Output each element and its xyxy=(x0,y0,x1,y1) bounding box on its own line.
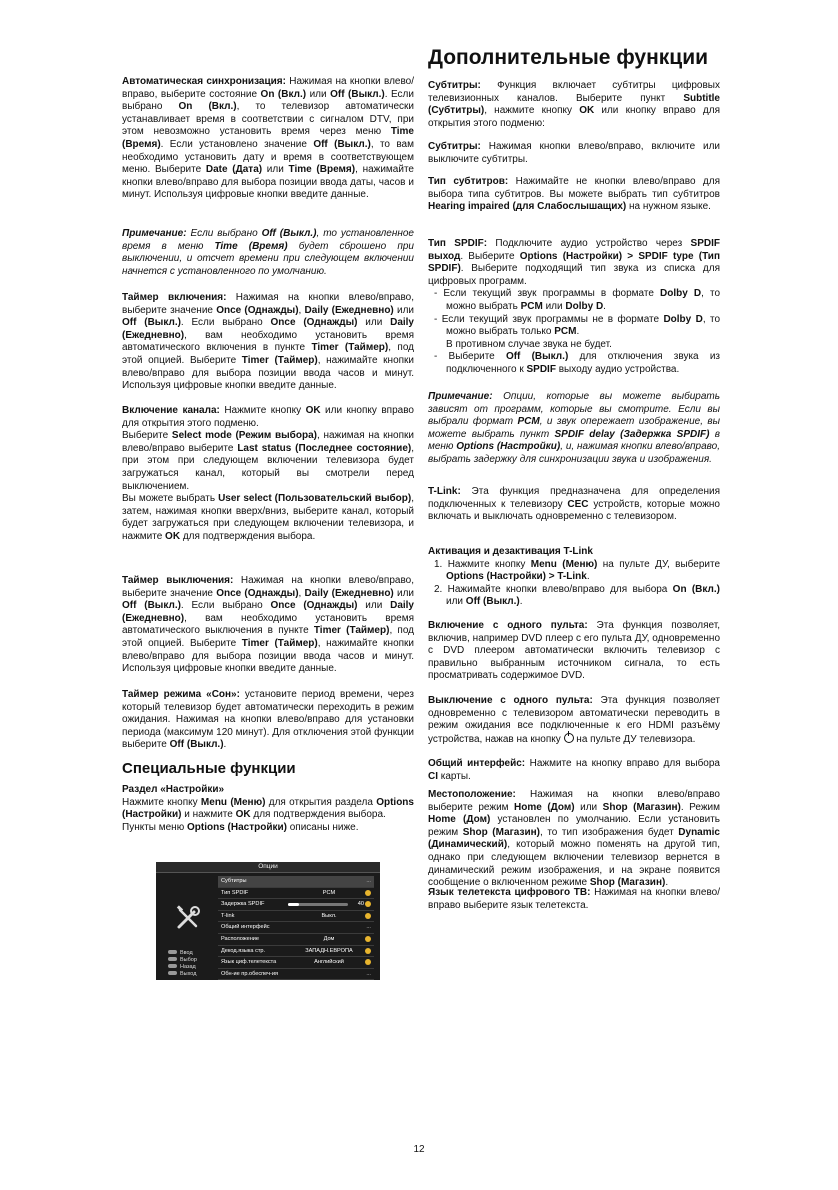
off-timer-paragraph: Таймер выключения: Нажимая на кнопки влево/вправо, выберите значение Once (Однажды), Daily (Ежедневно) или Off (Выкл.). Если выбрано Once (Однажды) или Daily (Ежедневно), вам необходимо установить время автоматического выключения в пункте Timer (Таймер), под этой опцией. Выберите Timer (Таймер), нажимайте кнопки влево/вправо для выбора позиции ввода часов и минут. Используя цифровые кнопки введите данные. xyxy=(122,575,415,675)
one-touch-on-paragraph: Включение с одного пульта: Эта функция позволяет, включив, например DVD плеер с его пульта ДУ, одновременно с DVD плеером автоматически включить телевизор с правильно выбранным источником сигнала, то есть просматривать содержимое DVD. xyxy=(428,620,720,682)
options-menu-item[interactable] xyxy=(218,922,374,934)
one-touch-off-paragraph: Выключение с одного пульта: Эта функция позволяет одновременно с телевизором автоматически переводить в режим ожидания все подключенные к его HDMI разъёму устройства, нажав на кнопку на пульте ДУ телевизора. xyxy=(428,695,720,745)
spdif-delay-slider[interactable] xyxy=(288,903,348,906)
options-menu-item[interactable] xyxy=(218,911,374,923)
teletext-language-paragraph: Язык телетекста цифрового ТВ: Нажимая на кнопки влево/вправо выберите язык телетекста. xyxy=(428,887,720,911)
submenu-dots: ... xyxy=(366,924,371,931)
channel-on-paragraph: Включение канала: Нажмите кнопку OK или кнопку вправо для открытия этого подменю. Выберите Select mode (Режим выбора), нажимая на кнопки влево/вправо выберите Last status (Последнее состояние), при этом при следующем включении телевизора будет загружаться канал, который вы смотрели перед выключением. Вы можете выбрать User select (Пользовательский выбор), затем, нажимая кнопки вверх/вниз, выберите канал, который будет загружаться при следующем включении телевизора, и нажмите OK для подтверждения выбора. xyxy=(122,405,414,542)
legend-exit: Выход xyxy=(168,971,196,978)
options-menu-item-label: Общий интерфейс xyxy=(221,924,270,931)
info-icon xyxy=(365,901,371,907)
options-menu-item-label: Тип SPDIF xyxy=(221,889,249,896)
options-menu-item-value: Английский xyxy=(314,959,344,966)
options-menu-item[interactable] xyxy=(218,934,374,946)
options-menu-item-value: 40 xyxy=(357,901,364,908)
options-menu-item-label: Язык циф.телетекста xyxy=(221,959,277,966)
options-menu-item-label: T-link xyxy=(221,912,235,919)
note-time-reset: Примечание: Если выбрано Off (Выкл.), то установленное время в меню Time (Время) будет сброшено при выключении, и отсчет времени при следующем включении начнется с установленного по умолчанию. xyxy=(122,228,414,277)
tools-icon xyxy=(174,904,202,932)
legend-select: Выбор xyxy=(168,957,197,964)
options-menu-item[interactable] xyxy=(218,957,374,969)
subtitle-type-paragraph: Тип субтитров: Нажимайте не кнопки влево/вправо для выбора типа субтитров. Вы можете выбрать тип субтитров Hearing impaired (для Слабослышащих) на нужном языке. xyxy=(428,176,720,213)
info-icon xyxy=(365,890,371,896)
options-menu-item[interactable] xyxy=(218,888,374,900)
options-menu-item[interactable] xyxy=(218,899,374,911)
tlink-activation: Активация и дезактивация T-Link 1. Нажмите кнопку Menu (Меню) на пульте ДУ, выберите Options (Настройки) > T-Link. 2. Нажимайте кнопки влево/вправо для выбора On (Вкл.) или Off (Выкл.). xyxy=(428,546,720,608)
info-icon xyxy=(365,936,371,942)
options-menu-item[interactable] xyxy=(218,876,374,888)
options-menu-item[interactable] xyxy=(218,969,374,981)
options-menu-sidebar xyxy=(160,876,216,976)
options-menu-item-label: Расположение xyxy=(221,935,260,942)
tlink-activation-heading: Активация и дезактивация T-Link xyxy=(428,546,593,557)
options-menu-item-label: Субтитры xyxy=(221,878,247,884)
options-menu-item-value: Выкл. xyxy=(321,912,337,919)
info-icon xyxy=(365,913,371,919)
options-menu-title: Опции xyxy=(156,862,380,873)
submenu-dots: ... xyxy=(366,970,371,977)
options-menu-item-label: Декод.языка стр. xyxy=(221,947,266,954)
submenu-dots: ... xyxy=(366,878,371,884)
power-icon xyxy=(564,733,574,743)
auto-sync-paragraph: Автоматическая синхронизация: Нажимая на кнопки влево/вправо, выберите состояние On (Вкл.) или Off (Выкл.). Если выбрано On (Вкл.), то телевизор автоматически устанавливает время в соответствии с сигналом DTV, при этом невозможно установить время через меню Time (Время). Если установлено значение Off (Выкл.), то вам необходимо установить дату и время в соответствующем меню. Выберите Date (Дата) или Time (Время), нажимайте кнопки влево/вправо для выбора позиции ввода даты, часов и минут. Используя цифровые кнопки введите данные. xyxy=(122,76,415,201)
options-menu-item-label: Обн-ие пр.обеспеч-ия xyxy=(221,970,279,977)
page-title: Дополнительные функции xyxy=(428,46,709,69)
tlink-paragraph: T-Link: Эта функция предназначена для определения подключенных к телевизору CEC устройств, которые можно включать и выключать одновременно с телевизором. xyxy=(428,486,720,523)
options-menu-list xyxy=(218,876,374,980)
sleep-timer-paragraph: Таймер режима «Сон»: установите период времени, через который телевизор будет автоматически переходить в режим ожидания. Нажимая на кнопки влево/вправо для установки периода (максимум 120 минут). Для отключения этой функции выберите Off (Выкл.). xyxy=(122,689,414,751)
info-icon xyxy=(365,959,371,965)
options-menu-item-label: Задержка SPDIF xyxy=(221,901,265,908)
legend-back: Назад xyxy=(168,964,196,971)
info-icon xyxy=(365,948,371,954)
subtitles-paragraph: Субтитры: Функция включает субтитры цифровых телевизионных каналов. Выберите пункт Subtitle (Субтитры), нажмите кнопку OK или кнопку вправо для открытия этого подменю: xyxy=(428,80,720,129)
note-spdif-delay: Примечание: Опции, которые вы можете выбирать зависят от программ, которые вы смотрите. Если вы выбрали формат PCM, и звук опережает изображение, вы можете выбрать пункт SPDIF delay (Задержка SPDIF) в меню Options (Настройки), и, нажимая кнопки влево/вправо, выбрать задержку для синхронизации звука и изображения. xyxy=(428,391,721,465)
on-timer-paragraph: Таймер включения: Нажимая на кнопки влево/вправо, выберите значение Once (Однажды), Daily (Ежедневно) или Off (Выкл.). Если выбрано Once (Однажды) или Daily (Ежедневно), вам необходимо установить время автоматического включения в пункте Timer (Таймер), под этой опцией. Выберите Timer (Таймер), нажимайте кнопки влево/вправо для выбора позиции ввода часов и минут. Используя цифровые кнопки введите данные. xyxy=(122,292,415,392)
settings-heading: Раздел «Настройки» xyxy=(122,784,225,795)
special-functions-title: Специальные функции xyxy=(122,760,296,777)
options-menu-item-value: ЗАПАДН.ЕВРОПА xyxy=(305,947,353,954)
subtitles-toggle-paragraph: Субтитры: Нажимая кнопки влево/вправо, включите или выключите субтитры. xyxy=(428,141,720,165)
options-menu-item-value: Дом xyxy=(323,935,335,942)
options-menu-item-value: PCM xyxy=(322,889,336,896)
spdif-type-paragraph: Тип SPDIF: Подключите аудио устройство через SPDIF выход. Выберите Options (Настройки) > SPDIF type (Тип SPDIF). Выберите подходящий тип звука из списка для цифровых программ. - Если текущий звук программы в формате Dolby D, то можно выбрать PCM или Dolby D. - Если текущий звук программы не в формате Dolby D, то можно выбрать только PCM. В противном случае звука не будет. - Выберите Off (Выкл.) для отключения звука из подключенного к SPDIF выходу аудио устройства. xyxy=(428,238,721,375)
options-menu-screenshot xyxy=(156,862,380,980)
location-paragraph: Местоположение: Нажимая на кнопки влево/вправо выберите режим Home (Дом) или Shop (Магазин). Режим Home (Дом) установлен по умолчанию. Если установить режим Shop (Магазин), то тип изображения будет Dynamic (Динамический), который можно поменять на другой тип, однако при следующем включении телевизор вернется в динамический режим изображения, и на экране появится сообщение о включенном режиме Shop (Магазин). xyxy=(428,789,721,889)
page-number: 12 xyxy=(413,1144,425,1155)
legend-enter: Ввод xyxy=(168,950,193,957)
settings-section: Раздел «Настройки» Нажмите кнопку Menu (Меню) для открытия раздела Options (Настройки) и нажмите OK для подтверждения выбора. Пункты меню Options (Настройки) описаны ниже. xyxy=(122,784,414,833)
options-menu-item[interactable] xyxy=(218,946,374,958)
common-interface-paragraph: Общий интерфейс: Нажмите на кнопку вправо для выбора CI карты. xyxy=(428,758,720,782)
